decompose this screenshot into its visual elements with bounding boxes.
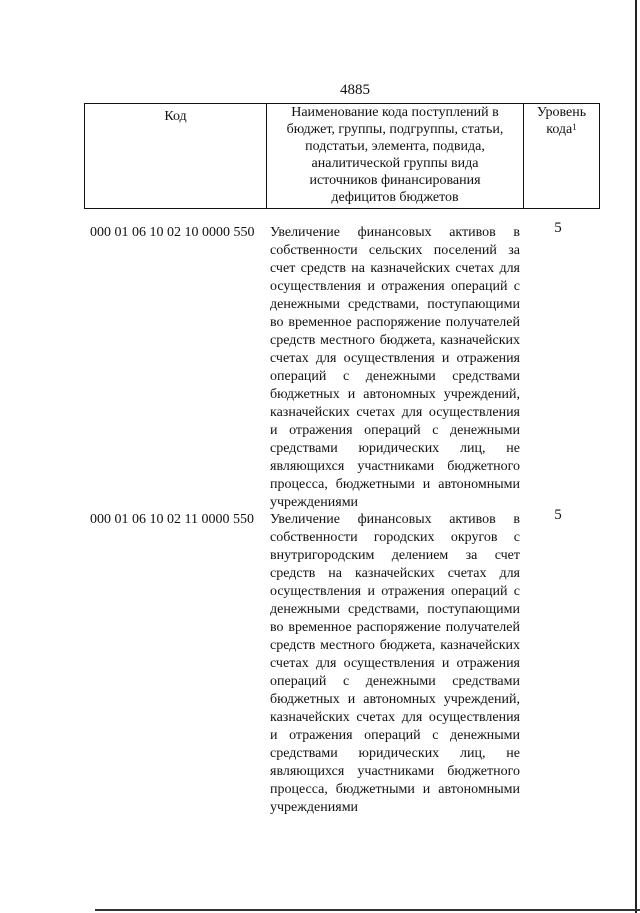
row-name: Увеличение финансовых активов в собственности сельских поселений за счет средств на казначейских счетах для осуществления и отражения операций с денежными средствами, поступающими во временное распоряжение получателей средств местного бюджета, казначейских счетах для осуществления и отражения операций с денежными средствами бюджетных и автономных учреждений, казначейских счетах для осуществления и отражения операций с денежными средствами юридических лиц, не являющихся участниками бюджетного процесса, бюджетными и автономными учреждениями <box>270 225 520 510</box>
scan-edge-bottom <box>95 909 640 911</box>
header-code-cell <box>85 104 267 208</box>
header-name-cell <box>267 104 524 208</box>
row-level: 5 <box>554 507 562 523</box>
header-level-label: Уровень кода <box>536 105 587 137</box>
header-level-cell <box>524 104 599 208</box>
page-number: 4885 <box>340 82 370 98</box>
row-level: 5 <box>554 220 562 236</box>
table-header <box>84 103 600 209</box>
header-name-label: Наименование кода поступлений в бюджет, группы, подгруппы, статьи, подстатьи, элемента, подвида, аналитической группы вида источников финансирования дефицитов бюджетов <box>286 105 504 205</box>
row-code: 000 01 06 10 02 11 0000 550 <box>90 512 254 527</box>
row-code: 000 01 06 10 02 10 0000 550 <box>90 225 255 240</box>
header-code-label: Код <box>164 109 187 124</box>
row-name: Увеличение финансовых активов в собственности городских округов с внутригородским делением за счет средств на казначейских счетах для осуществления и отражения операций с денежными средствами, поступающими во временное распоряжение получателей средств местного бюджета, казначейских счетах для осуществления и отражения операций с денежными средствами бюджетных и автономных учреждений, казначейских счетах для осуществления и отражения операций с денежными средствами юридических лиц, не являющихся участниками бюджетного процесса, бюджетными и автономными учреждениями <box>270 512 520 815</box>
header-level-footnote: 1 <box>572 122 577 132</box>
scan-edge-right <box>635 0 637 913</box>
